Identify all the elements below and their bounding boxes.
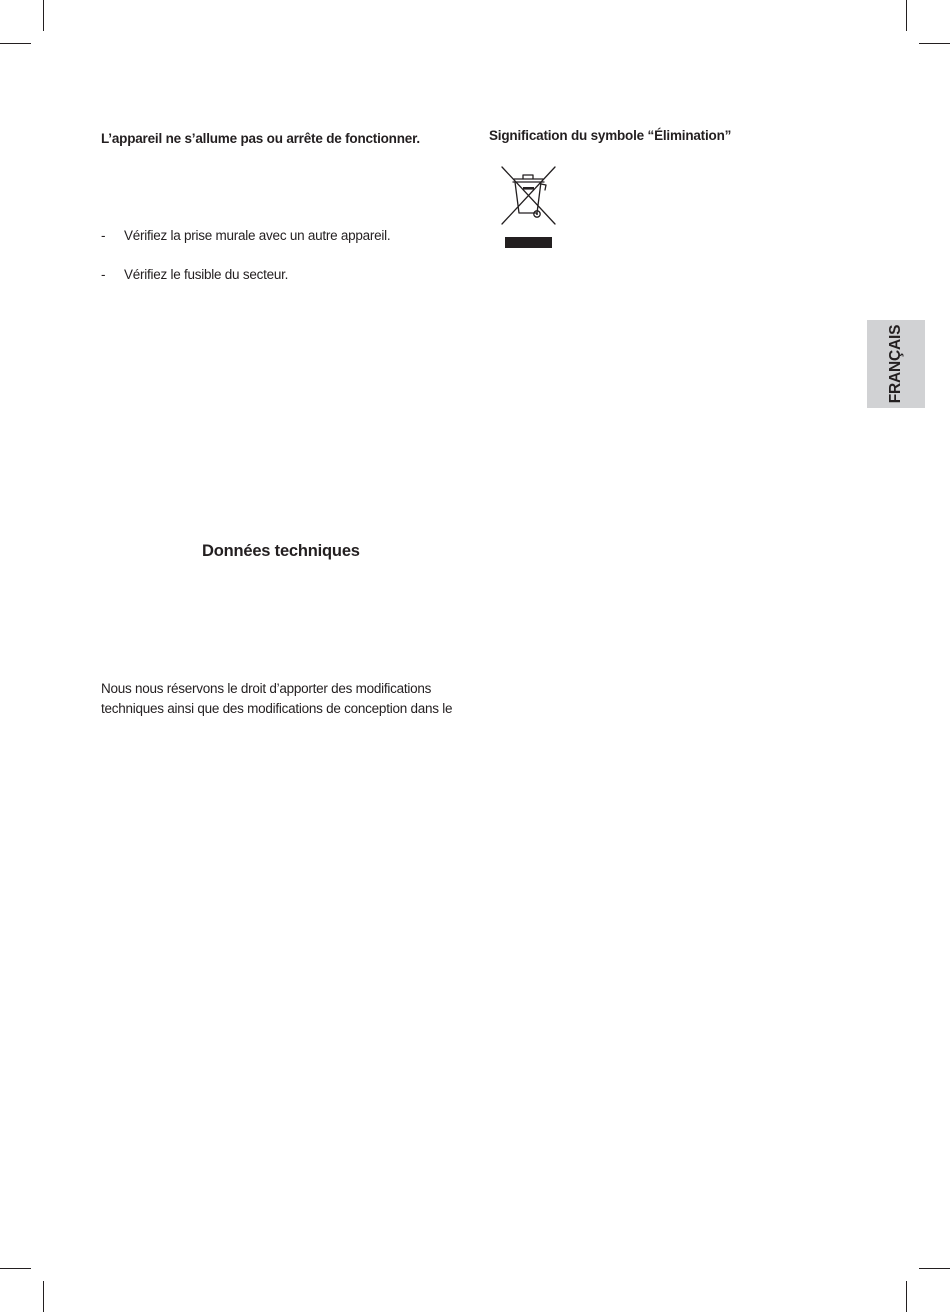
crop-mark-bottom-right-vertical <box>906 1281 907 1312</box>
crop-mark-bottom-left-vertical <box>43 1281 44 1312</box>
disposal-symbol-heading: Signification du symbole “Élimination” <box>489 128 732 143</box>
technical-data-title: Données techniques <box>202 542 360 560</box>
bullet-marker: - <box>101 267 106 282</box>
bullet-item-check-fuse: Vérifiez le fusible du secteur. <box>124 267 289 282</box>
crop-mark-top-left-horizontal <box>0 43 31 44</box>
crop-mark-bottom-right-horizontal <box>919 1268 950 1269</box>
crop-mark-top-left-vertical <box>43 0 44 31</box>
troubleshooting-heading: L’appareil ne s’allume pas ou arrête de fonctionner. <box>101 131 420 146</box>
crop-mark-top-right-vertical <box>906 0 907 31</box>
bullet-item-check-wall-socket: Vérifiez la prise murale avec un autre appareil. <box>124 228 391 243</box>
crossed-out-wheelie-bin-icon <box>499 163 557 251</box>
crop-mark-bottom-left-horizontal <box>0 1268 31 1269</box>
reservation-paragraph-line-1: Nous nous réservons le droit d’apporter des modifications <box>101 681 432 696</box>
language-tab <box>867 320 925 408</box>
language-tab-label: FRANÇAIS <box>887 324 904 404</box>
crop-mark-top-right-horizontal <box>919 43 950 44</box>
bullet-marker: - <box>101 228 106 243</box>
reservation-paragraph-line-2: techniques ainsi que des modifications de conception dans le <box>101 701 453 716</box>
